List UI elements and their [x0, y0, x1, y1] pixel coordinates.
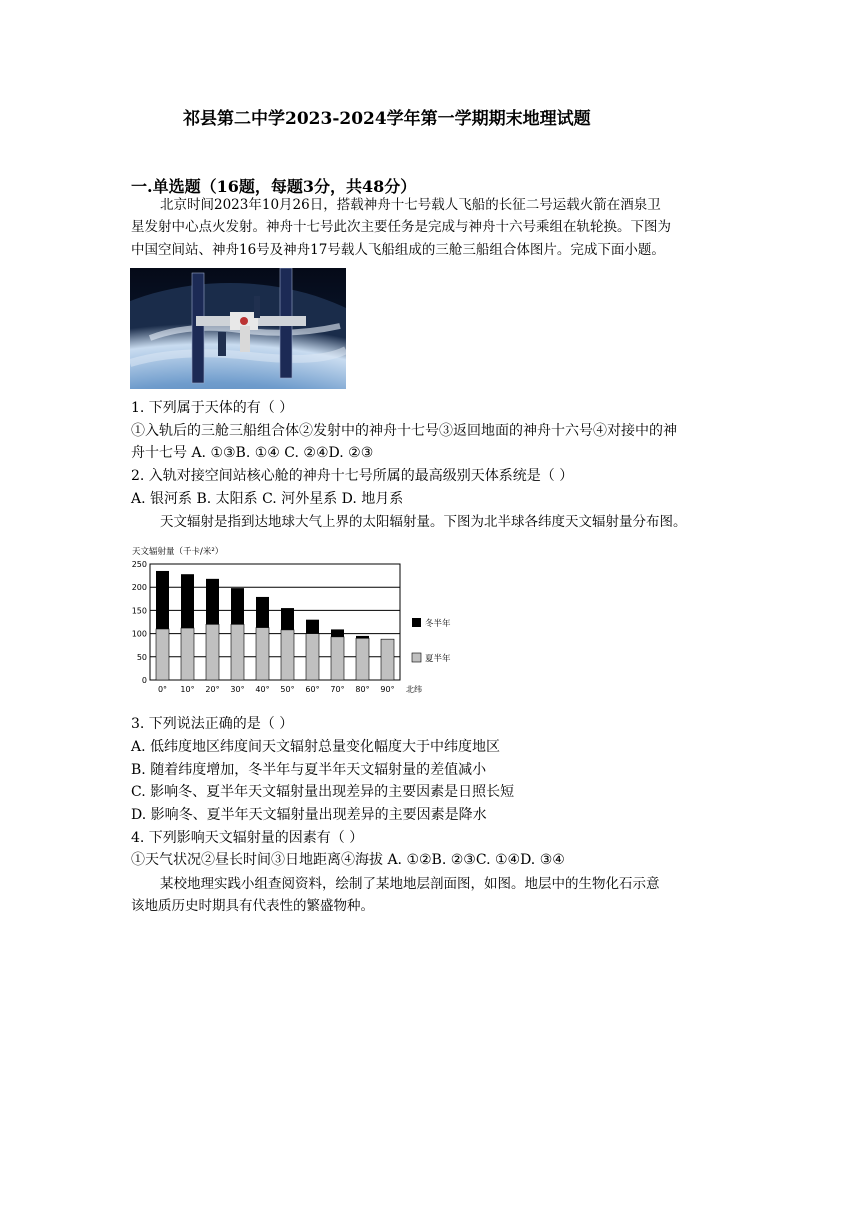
bar-winter — [181, 574, 194, 628]
radiation-chart — [130, 540, 460, 700]
x-tick-label: 30° — [230, 685, 245, 694]
bar-summer — [231, 624, 244, 680]
y-tick-label: 150 — [131, 606, 147, 616]
legend-label-summer: 夏半年 — [425, 654, 451, 664]
section-heading: 一.单选题（16题，每题3分，共48分） — [131, 177, 417, 196]
q2-options: A. 银河系 B. 太阳系 C. 河外星系 D. 地月系 — [131, 491, 404, 507]
q3-stem: 3. 下列说法正确的是（ ） — [131, 716, 294, 732]
q3-option-c: C. 影响冬、夏半年天文辐射量出现差异的主要因素是日照长短 — [131, 784, 515, 800]
bar-winter — [306, 620, 319, 634]
q3-option-d: D. 影响冬、夏半年天文辐射量出现差异的主要因素是降水 — [131, 807, 487, 823]
x-tick-label: 70° — [330, 685, 345, 694]
y-tick-label: 100 — [131, 629, 147, 639]
q1-stem: 1. 下列属于天体的有（ ） — [131, 400, 294, 416]
bar-winter — [231, 588, 244, 624]
passage2: 天文辐射是指到达地球大气上界的太阳辐射量。下图为北半球各纬度天文辐射量分布图。 — [160, 514, 687, 530]
bar-winter — [331, 629, 344, 636]
q1-line-2: 舟十七号 A. ①③B. ①④ C. ②④D. ②③ — [131, 445, 374, 461]
bar-winter — [256, 597, 269, 628]
q4-options: ①天气状况②昼长时间③日地距离④海拔 A. ①②B. ②③C. ①④D. ③④ — [131, 852, 565, 868]
bar-winter — [156, 571, 169, 629]
x-tick-label: 90° — [380, 685, 395, 694]
bar-winter — [206, 579, 219, 624]
passage1-line-3: 中国空间站、神舟16号及神舟17号载人飞船组成的三舱三船组合体图片。完成下面小题。 — [131, 242, 665, 258]
passage1-line-2: 星发射中心点火发射。神舟十七号此次主要任务是完成与神舟十六号乘组在轨轮换。下图为 — [131, 219, 671, 235]
q3-option-b: B. 随着纬度增加，冬半年与夏半年天文辐射量的差值减小 — [131, 762, 487, 778]
q4-stem: 4. 下列影响天文辐射量的因素有（ ） — [131, 830, 364, 846]
bar-winter — [281, 608, 294, 630]
x-tick-label: 60° — [305, 685, 320, 694]
legend-swatch-winter — [412, 618, 421, 627]
bar-summer — [206, 624, 219, 680]
bar-summer — [281, 630, 294, 680]
document-title: 祁县第二中学2023-2024学年第一学期期末地理试题 — [183, 109, 591, 129]
bar-summer — [156, 629, 169, 680]
bar-summer — [306, 634, 319, 680]
x-tick-label: 20° — [205, 685, 220, 694]
bar-winter — [356, 636, 369, 638]
y-tick-label: 0 — [141, 676, 147, 685]
bar-summer — [381, 639, 394, 680]
legend-swatch-summer — [412, 653, 421, 662]
y-tick-label: 250 — [131, 560, 147, 569]
space-station-photo — [130, 268, 346, 389]
bar-summer — [181, 628, 194, 680]
q1-line-1: ①入轨后的三舱三船组合体②发射中的神舟十七号③返回地面的神舟十六号④对接中的神 — [131, 423, 677, 439]
bar-summer — [331, 637, 344, 680]
y-tick-label: 50 — [136, 652, 147, 662]
x-tick-label: 0° — [157, 685, 168, 694]
x-tick-label: 50° — [280, 685, 295, 694]
legend-label-winter: 冬半年 — [425, 619, 451, 629]
passage1-line-1: 北京时间2023年10月26日，搭载神舟十七号载人飞船的长征二号运载火箭在酒泉卫 — [160, 197, 661, 213]
radiation-chart-svg — [130, 540, 460, 700]
q3-option-a: A. 低纬度地区纬度间天文辐射总量变化幅度大于中纬度地区 — [131, 739, 501, 755]
y-tick-label: 200 — [131, 583, 147, 593]
bar-summer — [256, 628, 269, 680]
passage3-line-2: 该地质历史时期具有代表性的繁盛物种。 — [131, 898, 374, 914]
x-tick-label: 40° — [255, 685, 270, 694]
x-axis-label: 北纬 — [406, 685, 422, 694]
q2-stem: 2. 入轨对接空间站核心舱的神舟十七号所属的最高级别天体系统是（ ） — [131, 468, 574, 484]
passage3-line-1: 某校地理实践小组查阅资料，绘制了某地地层剖面图，如图。地层中的生物化石示意 — [160, 876, 660, 892]
x-tick-label: 10° — [180, 685, 195, 694]
bar-summer — [356, 638, 369, 680]
y-axis-label: 天文辐射量（千卡/米²） — [132, 547, 224, 557]
x-tick-label: 80° — [355, 685, 370, 694]
